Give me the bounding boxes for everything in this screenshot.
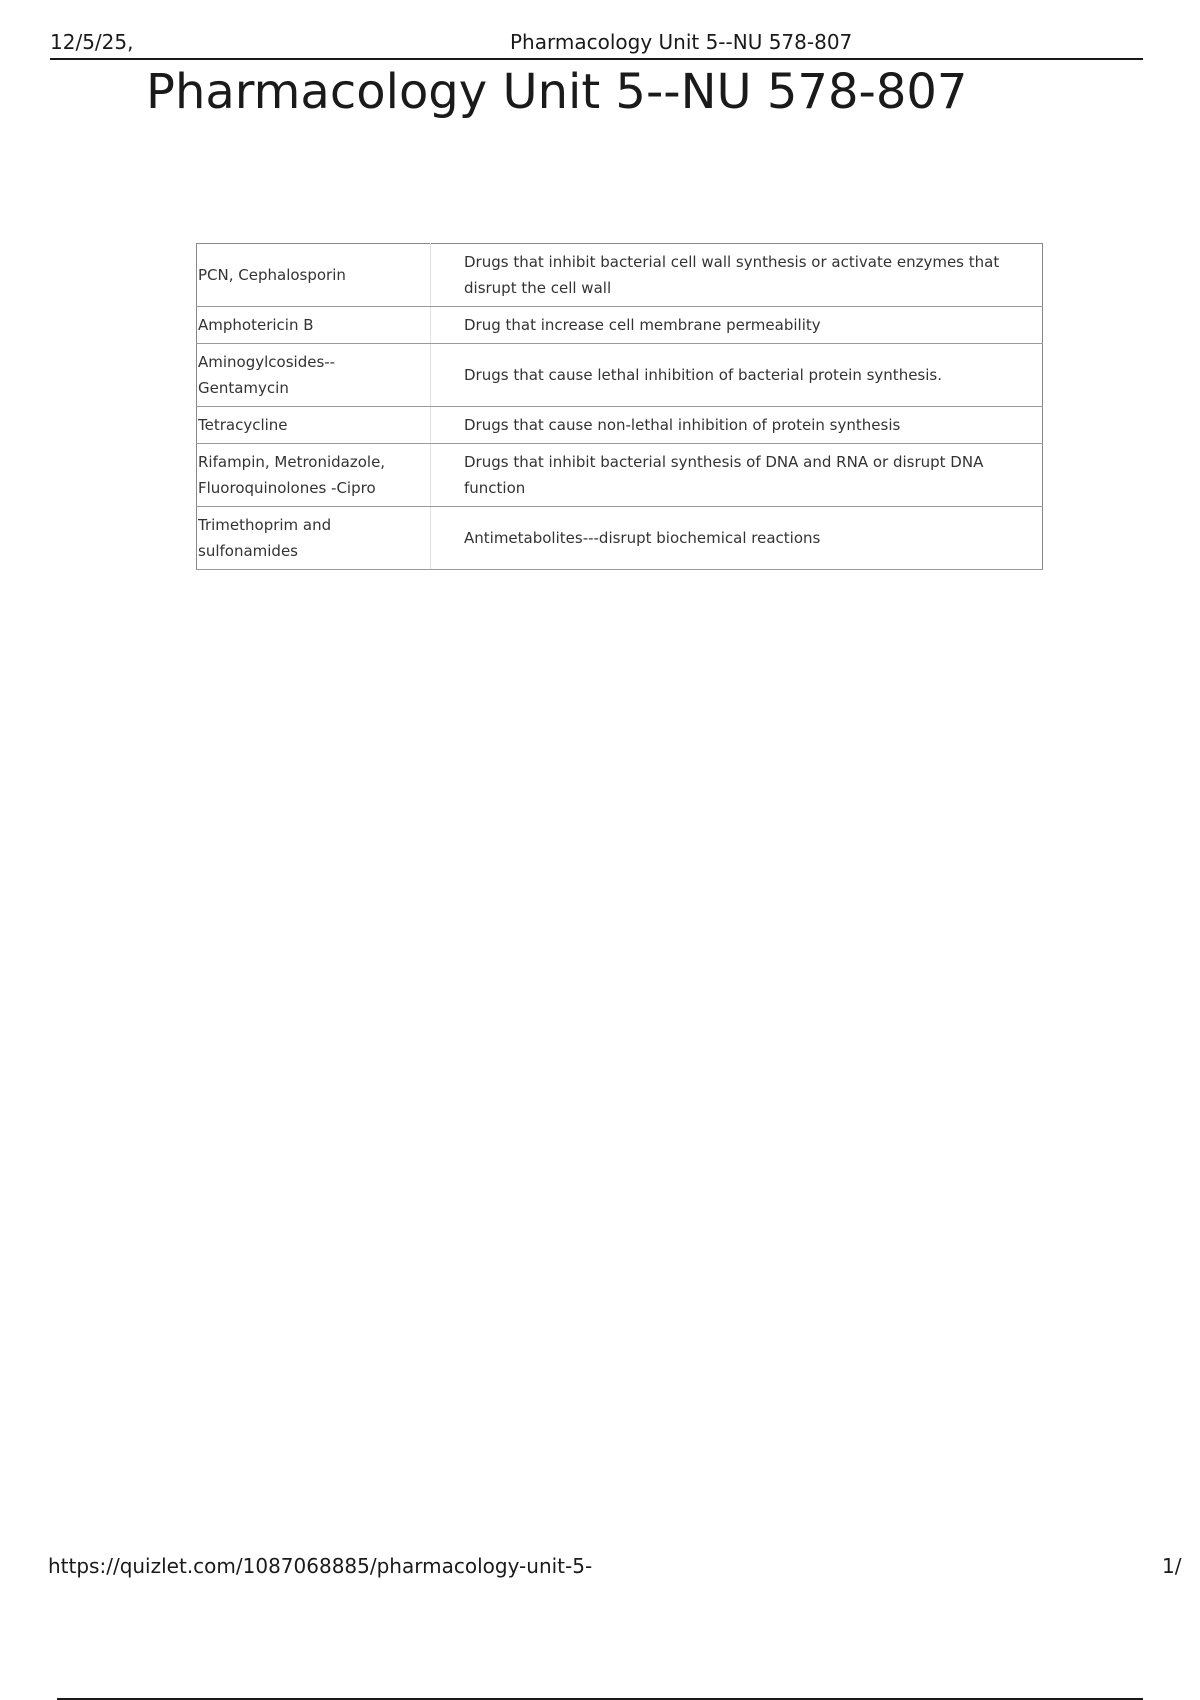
page-title: Pharmacology Unit 5--NU 578-807 xyxy=(146,64,968,120)
source-url-link[interactable]: https://quizlet.com/1087068885/pharmacology-unit-5- xyxy=(48,1554,593,1578)
table-row xyxy=(197,507,1043,570)
term-cell: Tetracycline xyxy=(197,407,431,444)
print-date: 12/5/25, xyxy=(50,30,134,54)
definition-cell: Drug that increase cell membrane permeability xyxy=(431,307,1043,344)
term-cell: Amphotericin B xyxy=(197,307,431,344)
terms-table xyxy=(196,243,1043,570)
term-cell: Aminogylcosides--Gentamycin xyxy=(197,344,431,407)
term-cell: PCN, Cephalosporin xyxy=(197,244,431,307)
table-row xyxy=(197,307,1043,344)
definition-cell: Drugs that cause non-lethal inhibition of protein synthesis xyxy=(431,407,1043,444)
table-row xyxy=(197,407,1043,444)
table-row xyxy=(197,244,1043,307)
page-number: 1/ xyxy=(1162,1554,1182,1578)
definition-cell: Drugs that inhibit bacterial synthesis of DNA and RNA or disrupt DNA function xyxy=(431,444,1043,507)
table-row xyxy=(197,444,1043,507)
print-header xyxy=(50,28,1143,60)
term-cell: Rifampin, Metronidazole, Fluoroquinolones -Cipro xyxy=(197,444,431,507)
print-header-title: Pharmacology Unit 5--NU 578-807 xyxy=(510,30,853,54)
definition-cell: Drugs that inhibit bacterial cell wall synthesis or activate enzymes that disrupt the cell wall xyxy=(431,244,1043,307)
table-row xyxy=(197,344,1043,407)
definition-cell: Drugs that cause lethal inhibition of bacterial protein synthesis. xyxy=(431,344,1043,407)
term-cell: Trimethoprim and sulfonamides xyxy=(197,507,431,570)
definition-cell: Antimetabolites---disrupt biochemical reactions xyxy=(431,507,1043,570)
